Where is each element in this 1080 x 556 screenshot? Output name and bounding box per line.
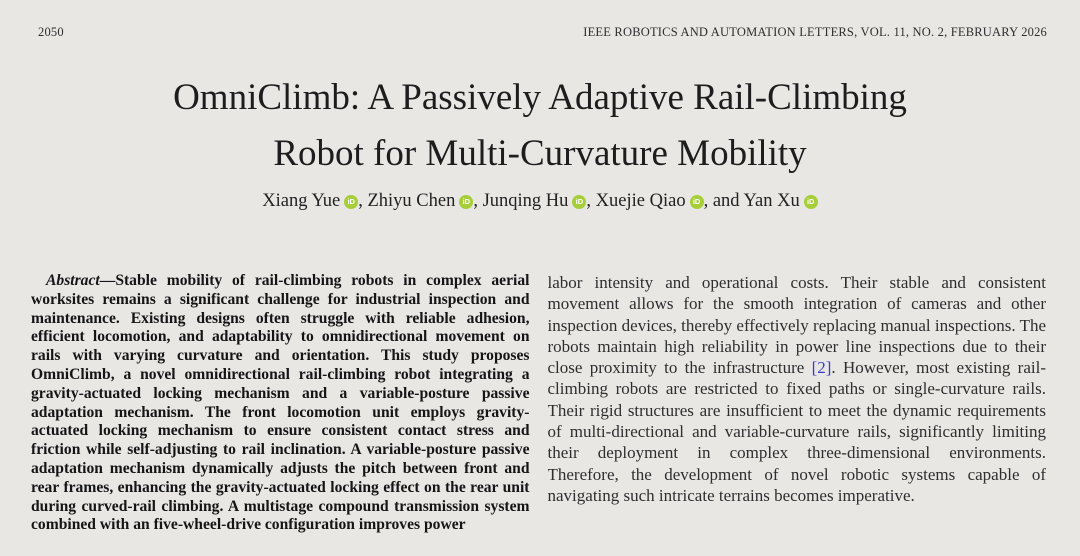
abstract-label: Abstract	[46, 272, 100, 289]
citation-link-2[interactable]: [2]	[811, 358, 832, 378]
orcid-icon[interactable]: iD	[572, 195, 586, 209]
intro-column	[548, 272, 1047, 556]
orcid-icon[interactable]: iD	[344, 195, 358, 209]
author	[743, 191, 817, 211]
body-columns	[31, 272, 1046, 556]
author-line	[0, 191, 1080, 212]
orcid-icon[interactable]: iD	[804, 195, 818, 209]
author-name: Xiang Yue	[262, 191, 341, 211]
orcid-icon[interactable]: iD	[690, 195, 704, 209]
author-name: Yan Xu	[743, 191, 800, 211]
author-separator: ,	[473, 191, 483, 211]
author	[483, 191, 596, 211]
author	[596, 191, 744, 211]
abstract-text: Stable mobility of rail-climbing robots in complex aerial worksites remains a significant challenge for industrial inspection and maintenance. Existing designs often struggle with reliable adhesion, efficient locomotion, and adaptability to omnidirectional movement on rails with varying curvature and orientation. This study proposes OmniClimb, a novel omnidirectional rail-climbing robot integrating a gravity-actuated locking mechanism and a variable-posture passive adaptation mechanism. The front locomotion unit employs gravity-actuated locking mechanism to ensure consistent contact stress and friction while self-adjusting to rail inclination. A variable-posture passive adaptation mechanism dynamically adjusts the pitch between front and rear frames, enhancing the gravity-actuated locking effect on the rear unit during curved-rail climbing. A multistage compound transmission system combined with an five-wheel-drive configuration improves power	[31, 272, 530, 534]
author	[262, 191, 367, 211]
author-separator: , and	[703, 191, 744, 211]
paper-title	[0, 70, 1080, 182]
author	[367, 191, 482, 211]
orcid-icon[interactable]: iD	[459, 195, 473, 209]
author-separator: ,	[358, 191, 368, 211]
abstract-paragraph	[31, 272, 530, 535]
abstract-dash: —	[99, 272, 116, 289]
intro-text-after-ref: . However, most existing rail-climbing robots are restricted to fixed paths or single-curvature rails. Their rigid structures are insufficient to meet the dynamic requirements of multi-directional and variable-curvature rails, significantly limiting their deployment in complex three-dimensional environments. Therefore, the development of novel robotic systems capable of navigating such intricate terrains becomes imperative.	[547, 358, 1046, 505]
intro-paragraph	[548, 272, 1047, 506]
abstract-column	[31, 272, 530, 556]
author-name: Xuejie Qiao	[595, 191, 686, 211]
title-line-1: OmniClimb: A Passively Adaptive Rail-Climbing	[173, 77, 907, 118]
running-header	[38, 25, 1047, 40]
title-line-2: Robot for Multi-Curvature Mobility	[273, 133, 807, 174]
author-name: Junqing Hu	[482, 191, 569, 211]
journal-header: IEEE ROBOTICS AND AUTOMATION LETTERS, VOL. 11, NO. 2, FEBRUARY 2026	[583, 25, 1047, 39]
author-separator: ,	[586, 191, 596, 211]
author-name: Zhiyu Chen	[367, 191, 456, 211]
intro-text-before-ref: labor intensity and operational costs. Their stable and consistent movement allows for the smooth integration of cameras and other inspection devices, thereby effectively replacing manual inspections. The robots maintain high reliability in power line inspections due to their close proximity to the infrastructure	[547, 273, 1046, 378]
page-number: 2050	[38, 25, 64, 39]
